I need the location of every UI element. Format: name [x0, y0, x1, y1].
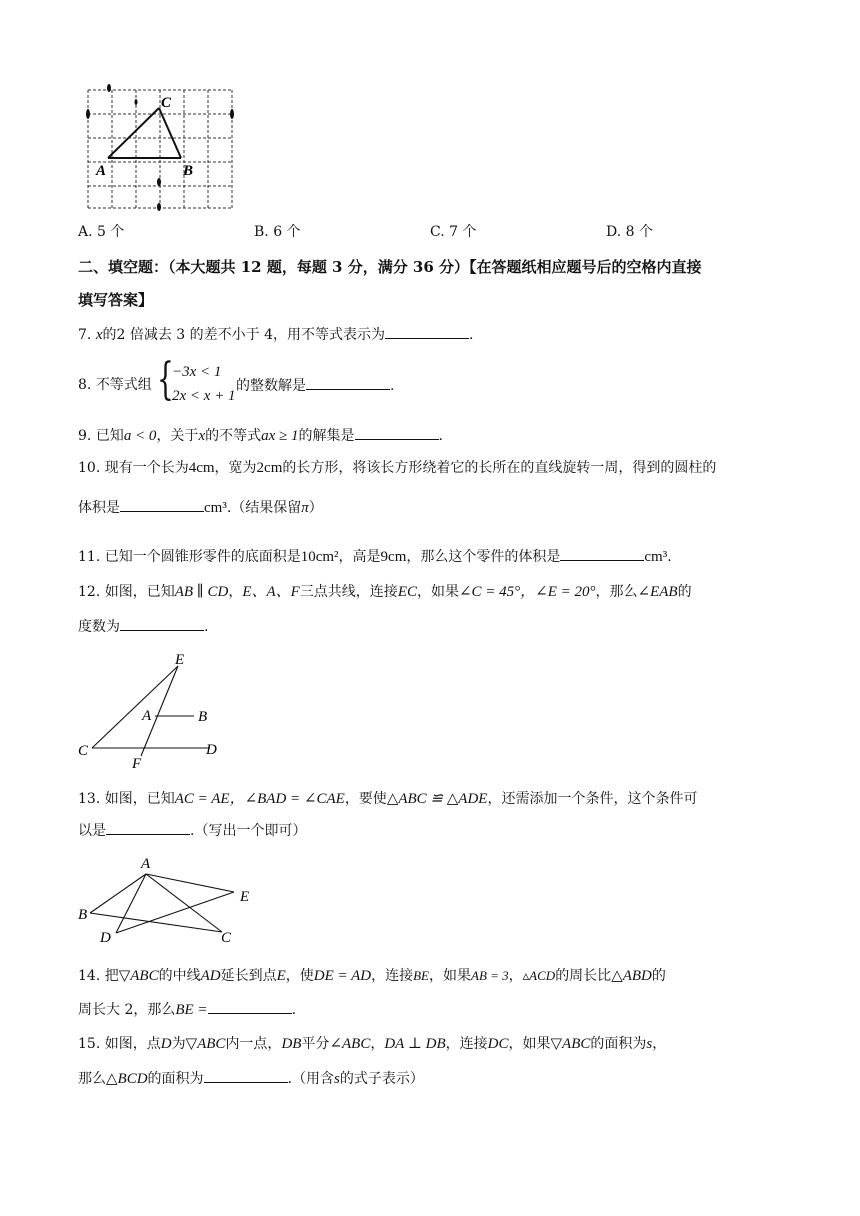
q13-mid: ，要使: [344, 791, 387, 807]
q10-math-1: 4cm: [188, 460, 215, 476]
q15-line2-post: .（用含: [287, 1071, 334, 1087]
q15-math-4: ∠ABC: [329, 1036, 371, 1052]
q13-label-e: E: [240, 889, 250, 905]
q14-mid-1: 的中线: [158, 968, 201, 984]
q12-mid-2: 三点共线，连接: [299, 584, 398, 600]
q15-line2-pre: 那么: [78, 1071, 106, 1087]
q13-label-c: C: [221, 930, 232, 946]
q14-answer-blank[interactable]: [208, 999, 292, 1014]
q9-math-2: x: [198, 428, 206, 444]
question-12-line2: [78, 616, 208, 637]
q14-post: 的: [651, 968, 666, 984]
q10-line2-post: .（结果保留: [226, 500, 302, 516]
q11-mid: ，高是: [338, 549, 381, 565]
q9-post: 的解集是: [298, 428, 355, 444]
question-14-line2: [78, 999, 296, 1020]
q10-pre: 现有一个长为: [104, 460, 189, 476]
q14-math-8: △ABD: [611, 968, 652, 984]
q13-label-a: A: [141, 856, 151, 872]
q10-math-2: 2cm: [256, 460, 283, 476]
grid-figure: [84, 84, 236, 212]
q14-math-9: BE =: [175, 1002, 208, 1018]
q9-number: 9.: [78, 428, 92, 444]
q6-option-a: A. 5 个: [78, 224, 125, 240]
q15-math-1: D: [160, 1036, 172, 1052]
q15-answer-blank[interactable]: [204, 1068, 288, 1083]
q14-math-7: ▵ACD: [522, 968, 556, 983]
q11-unit: cm³: [644, 549, 668, 565]
q12-answer-blank[interactable]: [120, 616, 204, 631]
q13-label-d: D: [100, 930, 111, 946]
q9-answer-blank[interactable]: [355, 425, 439, 440]
q15-math-8: s: [646, 1036, 653, 1052]
q12-mid-1: ，: [228, 584, 243, 600]
q13-answer-blank[interactable]: [106, 820, 190, 835]
q13-math-1: AC = AE，∠BAD = ∠CAE: [174, 791, 345, 807]
q14-end: .: [291, 1002, 297, 1018]
q12-math-1: AB ∥ CD: [174, 584, 229, 600]
q13-label-b: B: [78, 907, 88, 923]
q15-mid-4: ，: [370, 1036, 385, 1052]
q6-option-d: D. 8 个: [606, 224, 653, 240]
q12-post: 的: [677, 584, 692, 600]
q12-label-e: E: [175, 652, 185, 668]
q15-math-9: △BCD: [106, 1071, 148, 1087]
q8-answer-blank[interactable]: [306, 375, 390, 390]
figure-q13: [74, 852, 264, 948]
q14-math-1: ▽ABC: [118, 968, 159, 984]
q12-math-2: E、A、F: [242, 584, 300, 600]
question-10-line2: [78, 497, 323, 518]
q12-number: 12.: [78, 584, 101, 600]
q8-number: 8.: [78, 377, 92, 393]
q13-line2-post: .（写出一个即可）: [190, 823, 307, 839]
q14-math-3: E: [276, 968, 286, 984]
q14-number: 14.: [78, 968, 101, 984]
q14-pre: 把: [104, 968, 119, 984]
q12-label-b: B: [198, 709, 208, 725]
q7-end: .: [469, 327, 474, 343]
q12-pre: 如图，已知: [104, 584, 175, 600]
q15-math-2: ▽ABC: [185, 1036, 226, 1052]
question-13-line2: [78, 820, 306, 841]
q10-unit: cm³: [204, 500, 227, 516]
q9-math-1: a < 0: [123, 428, 157, 444]
q11-math-2: 9cm: [380, 549, 407, 565]
q11-math-1: 10cm²: [300, 549, 339, 565]
q12-label-c: C: [78, 743, 89, 759]
grid-label-c: C: [161, 95, 172, 111]
q12-math-3: EC: [397, 584, 417, 600]
q7-var: x: [95, 327, 103, 343]
q10-post: 的长方形，将该长方形绕着它的长所在的直线旋转一周，得到的圆柱的: [282, 460, 717, 476]
q8-suffix: [236, 375, 394, 396]
q15-mid-2: 内一点，: [225, 1036, 282, 1052]
q14-mid-7: 的周长比: [555, 968, 612, 984]
question-10-line1: [78, 458, 716, 478]
q12-label-d: D: [206, 742, 217, 758]
q14-mid-3: ，使: [285, 968, 314, 984]
q15-math-6: DC: [487, 1036, 509, 1052]
q12-label-a: A: [142, 708, 152, 724]
q15-math-7: ▽ABC: [550, 1036, 591, 1052]
q12-math-4: ∠C = 45°，∠E = 20°: [458, 584, 596, 600]
q15-line2-end: 的式子表示）: [339, 1071, 424, 1087]
q15-math-3: DB: [281, 1036, 302, 1052]
q13-post: ，还需添加一个条件，这个条件可: [487, 791, 698, 807]
q15-mid-6: ，如果: [508, 1036, 551, 1052]
q12-mid-4: ，那么: [595, 584, 638, 600]
q13-number: 13.: [78, 791, 101, 807]
q14-math-6: AB = 3: [471, 968, 509, 983]
q14-line2-pre: 周长大 2，那么: [78, 1002, 176, 1018]
q6-option-b: B. 6 个: [254, 224, 301, 240]
question-12-line1: [78, 582, 692, 602]
question-9: [78, 425, 443, 446]
question-7: [78, 324, 473, 345]
q7-text: 的2 倍减去 3 的差不小于 4，用不等式表示为: [102, 327, 386, 343]
q9-math-3: ax ≥ 1: [261, 428, 299, 444]
q12-line2: 度数为: [78, 619, 120, 635]
q11-post: ，那么这个零件的体积是: [406, 549, 561, 565]
grid-label-a: A: [96, 163, 107, 179]
q15-post: ，: [652, 1036, 667, 1052]
q15-line2-mid: 的面积为: [147, 1071, 204, 1087]
section-2-heading-line1: 二、填空题：（本大题共 12 题，每题 3 分，满分 36 分）【在答题纸相应题号后的空格内直接: [78, 258, 702, 276]
q8-prefix: [78, 375, 152, 395]
q14-mid-5: ，如果: [429, 968, 471, 984]
figure-q12: [74, 648, 234, 770]
question-11: [78, 546, 672, 567]
grid-label-b: B: [183, 163, 194, 179]
q15-pre: 如图，点: [104, 1036, 161, 1052]
q9-mid-2: 的不等式: [205, 428, 262, 444]
q8-post: 的整数解是: [236, 378, 306, 394]
question-15-line1: [78, 1034, 666, 1054]
q7-number: 7.: [78, 327, 92, 343]
q8-inequality-2: 2x < x + 1: [172, 388, 236, 404]
q12-end: .: [204, 619, 209, 635]
q15-mid-3: 平分: [301, 1036, 330, 1052]
question-14-line1: [78, 966, 666, 986]
q7-answer-blank[interactable]: [385, 324, 469, 339]
q10-pi: π: [301, 500, 309, 516]
q14-mid-6: ，: [508, 968, 523, 984]
q10-answer-blank[interactable]: [120, 497, 204, 512]
q11-pre: 已知一个圆锥形零件的底面积是: [104, 549, 301, 565]
q14-math-5: BE: [413, 968, 429, 983]
q14-mid-4: ，连接: [371, 968, 414, 984]
q10-number: 10.: [78, 460, 101, 476]
q15-mid-7: 的面积为: [590, 1036, 647, 1052]
q13-line2: 以是: [78, 823, 106, 839]
q9-pre: 已知: [95, 428, 124, 444]
q8-inequality-1: −3x < 1: [172, 364, 222, 380]
q15-math-10: s: [334, 1071, 340, 1087]
q9-mid-1: ，关于: [156, 428, 199, 444]
q14-mid-2: 延长到点: [220, 968, 277, 984]
q12-math-5: ∠EAB: [637, 584, 678, 600]
q10-line2-pre: 体积是: [78, 500, 120, 516]
q15-mid-1: 为: [171, 1036, 186, 1052]
q14-math-2: AD: [200, 968, 221, 984]
question-13-line1: [78, 789, 697, 809]
q12-label-f: F: [132, 756, 142, 770]
q8-brace: {: [157, 354, 174, 405]
q11-number: 11.: [78, 549, 101, 565]
q11-answer-blank[interactable]: [560, 546, 644, 561]
q10-paren-end: ）: [308, 500, 323, 516]
q12-mid-3: ，如果: [416, 584, 459, 600]
q13-pre: 如图，已知: [104, 791, 175, 807]
q15-number: 15.: [78, 1036, 101, 1052]
q9-end: .: [438, 428, 443, 444]
q15-mid-5: ，连接: [445, 1036, 488, 1052]
q8-pre: 不等式组: [95, 377, 152, 393]
q10-mid-1: ，宽为: [214, 460, 257, 476]
q15-math-5: DA ⊥ DB: [384, 1036, 446, 1052]
q8-end: .: [390, 378, 395, 394]
question-15-line2: [78, 1068, 424, 1089]
section-2-heading-line2: 填写答案】: [78, 291, 154, 309]
q13-math-2: △ABC ≌ △ADE: [386, 791, 488, 807]
q14-math-4: DE = AD: [313, 968, 372, 984]
q11-end: .: [667, 549, 672, 565]
q6-option-c: C. 7 个: [430, 224, 477, 240]
